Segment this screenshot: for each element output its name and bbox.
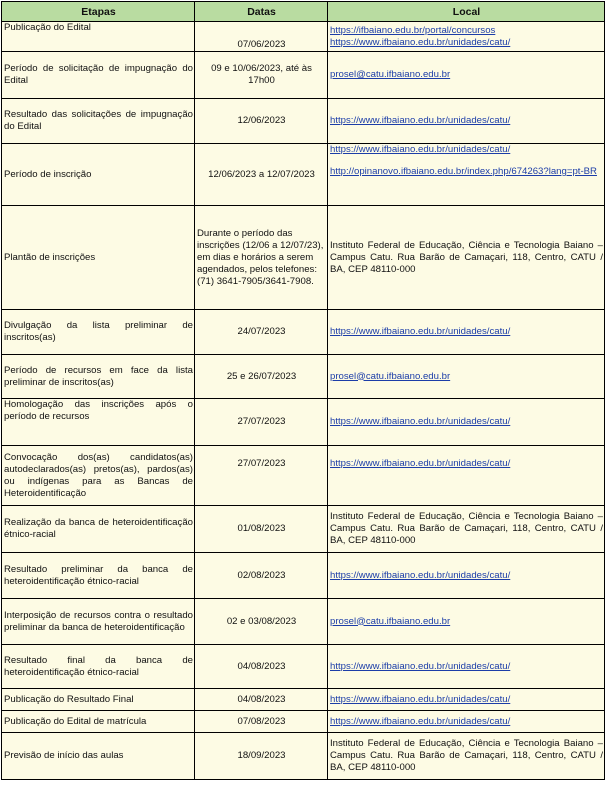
data-cell: Durante o período das inscrições (12/06 a 12/07/23), em dias e horários a serem agendados, pelos telefones: (71) 3641-7905/3641-7908. (195, 206, 328, 310)
local-cell (328, 553, 605, 599)
data-cell: 02/08/2023 (195, 553, 328, 599)
local-cell (328, 144, 605, 206)
data-cell: 12/06/2023 a 12/07/2023 (195, 144, 328, 206)
etapa-cell: Período de inscrição (2, 144, 195, 206)
etapa-cell: Publicação do Edital de matrícula (2, 711, 195, 733)
data-text: 07/06/2023 (237, 39, 286, 50)
etapa-cell: Convocação dos(as) candidatos(as) autodeclarados(as) pretos(as), pardos(as) ou indígenas para as Bancas de Heteroidentificação (2, 446, 195, 506)
data-cell: 04/08/2023 (195, 645, 328, 689)
etapa-cell: Plantão de inscrições (2, 206, 195, 310)
etapa-cell: Resultado das solicitações de impugnação do Edital (2, 99, 195, 144)
table-row (2, 310, 605, 355)
table-row (2, 599, 605, 645)
data-cell: 04/08/2023 (195, 689, 328, 711)
catu-link[interactable]: https://www.ifbaiano.edu.br/unidades/catu/ (330, 693, 511, 705)
table-row (2, 399, 605, 446)
concursos-link[interactable]: https://ifbaiano.edu.br/portal/concursos (330, 24, 496, 36)
data-cell: 12/06/2023 (195, 99, 328, 144)
catu-link[interactable]: https://www.ifbaiano.edu.br/unidades/catu/ (330, 36, 511, 48)
etapa-cell: Homologação das inscrições após o período de recursos (2, 399, 195, 446)
catu-link[interactable]: https://www.ifbaiano.edu.br/unidades/catu/ (330, 115, 511, 126)
email-link[interactable]: prosel@catu.ifbaiano.edu.br (330, 370, 451, 382)
catu-link[interactable]: https://www.ifbaiano.edu.br/unidades/catu/ (330, 326, 511, 337)
local-cell: Instituto Federal de Educação, Ciência e Tecnologia Baiano – Campus Catu. Rua Barão de Camaçari, 118, Centro, CATU / BA, CEP 48110-000 (328, 206, 605, 310)
schedule-table (1, 1, 605, 780)
table-row (2, 645, 605, 689)
local-cell: Instituto Federal de Educação, Ciência e Tecnologia Baiano – Campus Catu. Rua Barão de Camaçari, 118, Centro, CATU / BA, CEP 48110-000 (328, 733, 605, 780)
table-row (2, 506, 605, 553)
data-cell: 24/07/2023 (195, 310, 328, 355)
header-etapas: Etapas (2, 2, 195, 22)
header-row (2, 2, 605, 22)
etapa-cell: Resultado final da banca de heteroidentificação étnico-racial (2, 645, 195, 689)
data-cell: 27/07/2023 (195, 399, 328, 446)
etapa-cell: Realização da banca de heteroidentificação étnico-racial (2, 506, 195, 553)
table-row (2, 689, 605, 711)
local-cell (328, 711, 605, 733)
local-cell (328, 310, 605, 355)
local-cell (328, 22, 605, 52)
etapa-cell: Período de solicitação de impugnação do Edital (2, 52, 195, 99)
local-cell (328, 99, 605, 144)
table-row (2, 733, 605, 780)
header-datas: Datas (195, 2, 328, 22)
etapa-cell: Divulgação da lista preliminar de inscritos(as) (2, 310, 195, 355)
local-cell (328, 355, 605, 399)
data-cell: 09 e 10/06/2023, até às 17h00 (195, 52, 328, 99)
local-cell (328, 399, 605, 446)
local-cell (328, 446, 605, 506)
etapa-cell: Período de recursos em face da lista preliminar de inscritos(as) (2, 355, 195, 399)
catu-link[interactable]: https://www.ifbaiano.edu.br/unidades/catu/ (330, 416, 511, 427)
table-row (2, 446, 605, 506)
local-cell (328, 689, 605, 711)
etapa-cell: Resultado preliminar da banca de heteroidentificação étnico-racial (2, 553, 195, 599)
data-cell (195, 22, 328, 52)
data-cell: 02 e 03/08/2023 (195, 599, 328, 645)
header-local: Local (328, 2, 605, 22)
data-cell: 07/08/2023 (195, 711, 328, 733)
table-row (2, 52, 605, 99)
catu-link[interactable]: https://www.ifbaiano.edu.br/unidades/catu/ (330, 458, 511, 469)
email-link[interactable]: prosel@catu.ifbaiano.edu.br (330, 615, 451, 627)
local-cell (328, 599, 605, 645)
etapa-cell: Interposição de recursos contra o resultado preliminar da banca de heteroidentificação (2, 599, 195, 645)
table-row (2, 99, 605, 144)
table-row (2, 553, 605, 599)
etapa-cell: Publicação do Resultado Final (2, 689, 195, 711)
local-cell: Instituto Federal de Educação, Ciência e Tecnologia Baiano – Campus Catu. Rua Barão de Camaçari, 118, Centro, CATU / BA, CEP 48110-000 (328, 506, 605, 553)
local-cell (328, 645, 605, 689)
data-cell: 18/09/2023 (195, 733, 328, 780)
etapa-cell: Previsão de início das aulas (2, 733, 195, 780)
data-cell: 25 e 26/07/2023 (195, 355, 328, 399)
etapa-cell: Publicação do Edital (2, 22, 195, 52)
catu-link[interactable]: https://www.ifbaiano.edu.br/unidades/catu/ (330, 715, 511, 727)
table-row (2, 711, 605, 733)
catu-link[interactable]: https://www.ifbaiano.edu.br/unidades/catu/ (330, 569, 511, 581)
table-row (2, 144, 605, 206)
data-cell: 01/08/2023 (195, 506, 328, 553)
table-row (2, 22, 605, 52)
data-cell: 27/07/2023 (195, 446, 328, 506)
table-row (2, 355, 605, 399)
table-row (2, 206, 605, 310)
catu-link[interactable]: https://www.ifbaiano.edu.br/unidades/catu/ (330, 144, 511, 155)
email-link[interactable]: prosel@catu.ifbaiano.edu.br (330, 69, 451, 80)
inscricao-link[interactable]: http://opinanovo.ifbaiano.edu.br/index.php/674263?lang=pt-BR (330, 166, 597, 177)
catu-link[interactable]: https://www.ifbaiano.edu.br/unidades/catu/ (330, 660, 511, 672)
local-cell (328, 52, 605, 99)
